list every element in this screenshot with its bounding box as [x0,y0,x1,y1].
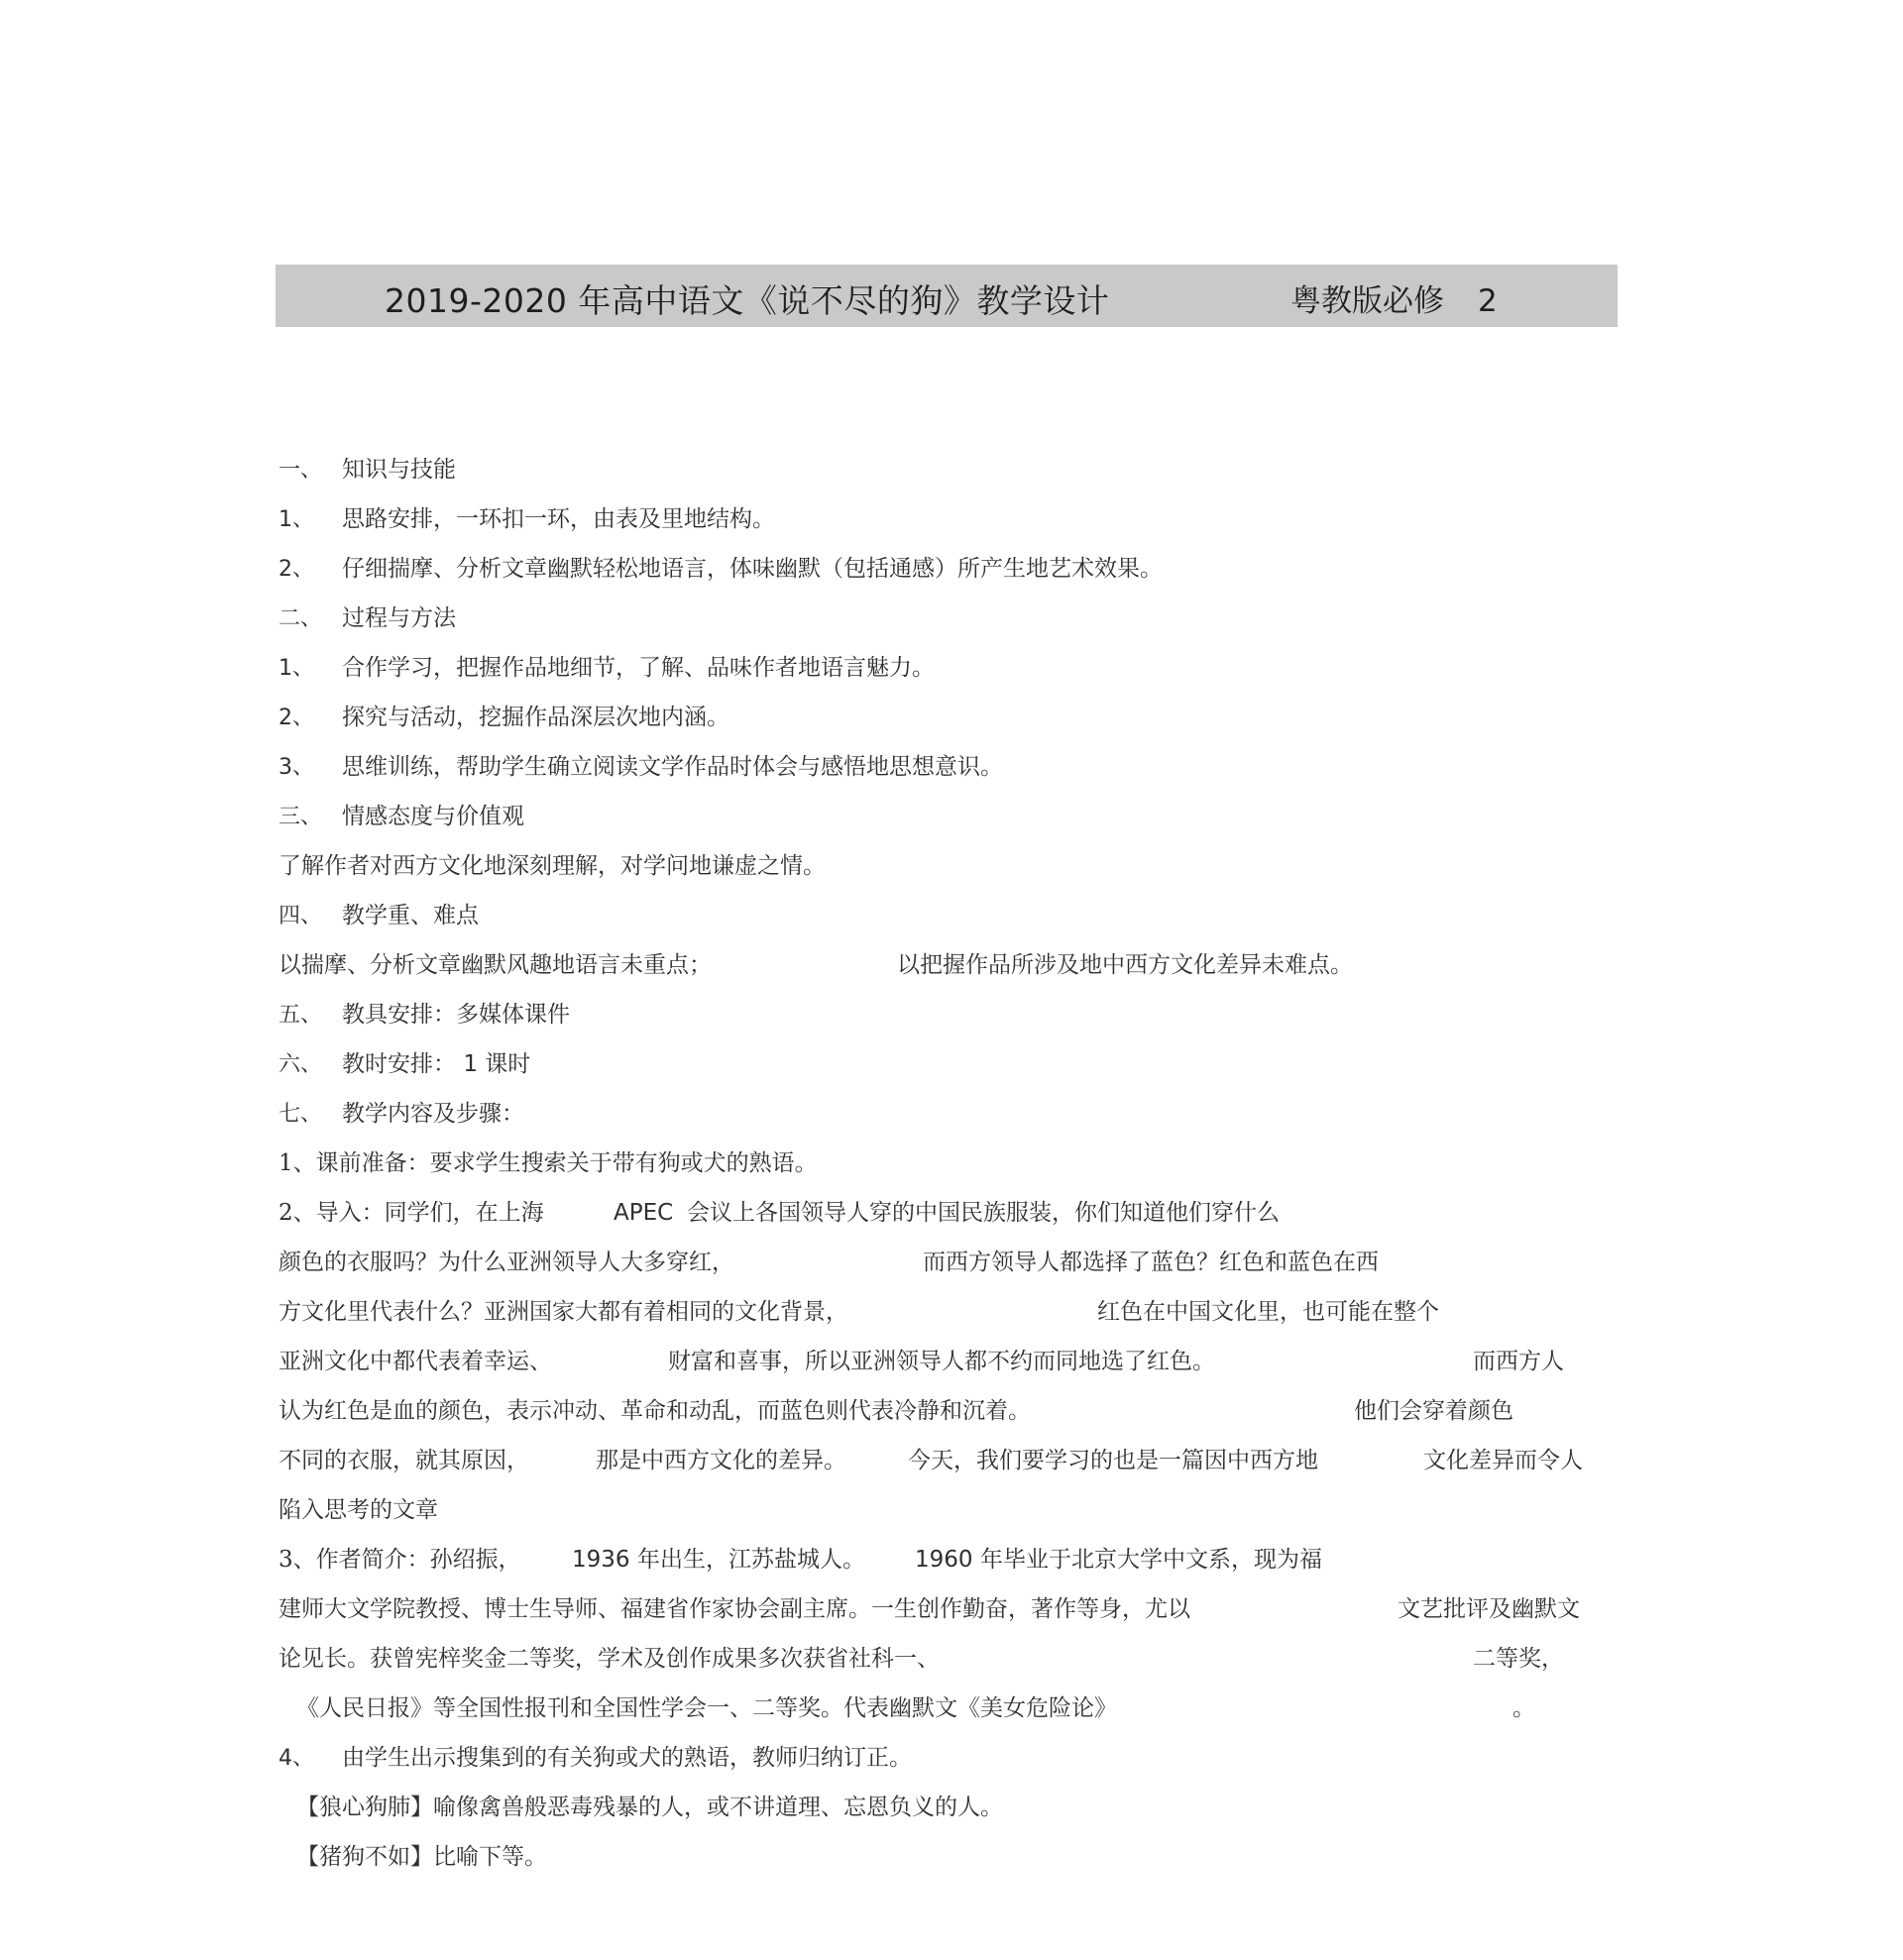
section-heading [279,1089,1626,1139]
list-item [279,742,1626,792]
item-text: 仔细揣摩、分析文章幽默轻松地语言，体味幽默（包括通感）所产生地艺术效果。 [342,556,1163,582]
idiom-text: 【猪狗不如】比喻下等。 [296,1844,547,1870]
list-item [279,494,1626,544]
paragraph-text: 那是中西方文化的差异。 [596,1448,846,1473]
section-heading [279,594,1626,643]
item-number: 1、 [279,656,314,681]
section-marker: 四、 [279,904,323,928]
section-marker: 一、 [279,458,323,483]
paragraph-text: 陷入思考的文章 [279,1497,438,1523]
paragraph-text: 。 [1512,1695,1535,1721]
section-title: 情感态度与价值观 [342,804,524,829]
section-title: 过程与方法 [342,605,456,631]
paragraph-abbr: APEC [614,1200,674,1226]
section-title: 教具安排：多媒体课件 [342,1002,570,1028]
item-number: 4、 [279,1746,314,1771]
paragraph-line [279,1584,1626,1634]
paragraph-line [279,1287,1626,1337]
paragraph-text: 2、导入：同学们，在上海 [279,1200,544,1226]
list-item [279,693,1626,742]
section-heading [279,891,1626,940]
idiom-entry [279,1783,1626,1832]
idiom-entry [279,1832,1626,1882]
item-number: 2、 [279,557,314,582]
paragraph-text: 以揣摩、分析文章幽默风趣地语言未重点； [279,952,712,978]
paragraph-text: 会议上各国领导人穿的中国民族服装，你们知道他们穿什么 [687,1200,1280,1226]
paragraph-text: 以把握作品所涉及地中西方文化差异未难点。 [897,952,1353,978]
paragraph-text: 文化差异而令人 [1423,1448,1583,1473]
idiom-text: 【狼心狗肺】喻像禽兽般恶毒残暴的人，或不讲道理、忘恩负义的人。 [296,1795,1003,1820]
section-title-suffix: 课时 [485,1051,531,1077]
paragraph-line [279,1535,1626,1584]
list-item [279,544,1626,594]
paragraph-line [279,1238,1626,1287]
paragraph-text: 而西方人 [1473,1349,1564,1374]
lesson-count: 1 [463,1051,478,1077]
paragraph-text: 方文化里代表什么？亚洲国家大都有着相同的文化背景， [279,1299,848,1325]
section-marker: 五、 [279,1003,323,1028]
paragraph-text: 红色在中国文化里，也可能在整个 [1097,1299,1439,1325]
paragraph-text: 二等奖， [1473,1646,1564,1672]
item-number: 2、 [279,706,314,730]
paragraph-line [279,1139,1626,1188]
section-heading [279,792,1626,841]
paragraph-text: 3、作者简介：孙绍振， [279,1547,521,1573]
paragraph-text: 而西方领导人都选择了蓝色？红色和蓝色在西 [923,1250,1379,1275]
document-title: 2019-2020 年高中语文《说不尽的狗》教学设计 [385,281,1110,320]
paragraph-text: 他们会穿着颜色 [1354,1398,1513,1424]
section-marker: 二、 [279,606,323,631]
edition-label [1290,275,1498,320]
section-title: 教学内容及步骤： [342,1101,524,1127]
paragraph-text: 颜色的衣服吗？为什么亚洲领导人大多穿红， [279,1250,734,1275]
year-value: 1960 [915,1547,973,1573]
paragraph-text: 1、课前准备：要求学生搜索关于带有狗或犬的熟语。 [279,1150,818,1176]
section-heading [279,445,1626,494]
item-text: 由学生出示搜集到的有关狗或犬的熟语，教师归纳订正。 [342,1745,912,1771]
item-number: 1、 [279,507,314,532]
document-body [279,445,1626,1882]
section-title: 知识与技能 [342,457,456,483]
paragraph-text: 年出生，江苏盐城人。 [637,1547,865,1573]
paragraph-line [279,1188,1626,1238]
edition-text: 粤教版必修 [1290,283,1444,319]
section-heading [279,1039,1626,1089]
year-value: 1936 [572,1547,630,1573]
paragraph-line [279,1337,1626,1386]
paragraph-line [279,1436,1626,1485]
paragraph-text: 论见长。获曾宪梓奖金二等奖，学术及创作成果多次获省社科一、 [279,1646,940,1672]
paragraph-text: 文艺批评及幽默文 [1398,1596,1580,1622]
paragraph-text: 《人民日报》等全国性报刊和全国性学会一、二等奖。代表幽默文《美女危险论》 [296,1695,1117,1721]
item-text: 合作学习，把握作品地细节，了解、品味作者地语言魅力。 [342,655,935,681]
paragraph-text: 年毕业于北京大学中文系，现为福 [980,1547,1322,1573]
paragraph-line [279,940,1626,990]
paragraph-text: 今天，我们要学习的也是一篇因中西方地 [908,1448,1318,1473]
paragraph-line [279,1684,1626,1733]
section-title: 教时安排： [342,1051,456,1077]
paragraph-text: 建师大文学院教授、博士生导师、福建省作家协会副主席。一生创作勤奋，著作等身，尤以 [279,1596,1190,1622]
paragraph-line [279,841,1626,891]
section-marker: 六、 [279,1052,323,1077]
section-marker: 三、 [279,805,323,829]
paragraph-line [279,1386,1626,1436]
paragraph-line [279,1634,1626,1684]
paragraph-text: 亚洲文化中都代表着幸运、 [279,1349,552,1374]
section-title: 教学重、难点 [342,903,479,928]
paragraph-text: 了解作者对西方文化地深刻理解，对学问地谦虚之情。 [279,853,826,879]
paragraph-text: 不同的衣服，就其原因， [279,1448,529,1473]
paragraph-text: 认为红色是血的颜色，表示冲动、革命和动乱，而蓝色则代表冷静和沉着。 [279,1398,1031,1424]
paragraph-line [279,1485,1626,1535]
edition-number: 2 [1478,283,1498,319]
item-text: 思路安排，一环扣一环，由表及里地结构。 [342,506,775,532]
list-item [279,1733,1626,1783]
item-number: 3、 [279,755,314,780]
paragraph-text: 财富和喜事，所以亚洲领导人都不约而同地选了红色。 [668,1349,1215,1374]
item-text: 思维训练，帮助学生确立阅读文学作品时体会与感悟地思想意识。 [342,754,1003,780]
section-marker: 七、 [279,1102,323,1127]
title-bar [276,265,1618,327]
section-heading [279,990,1626,1039]
item-text: 探究与活动，挖掘作品深层次地内涵。 [342,705,729,730]
list-item [279,643,1626,693]
